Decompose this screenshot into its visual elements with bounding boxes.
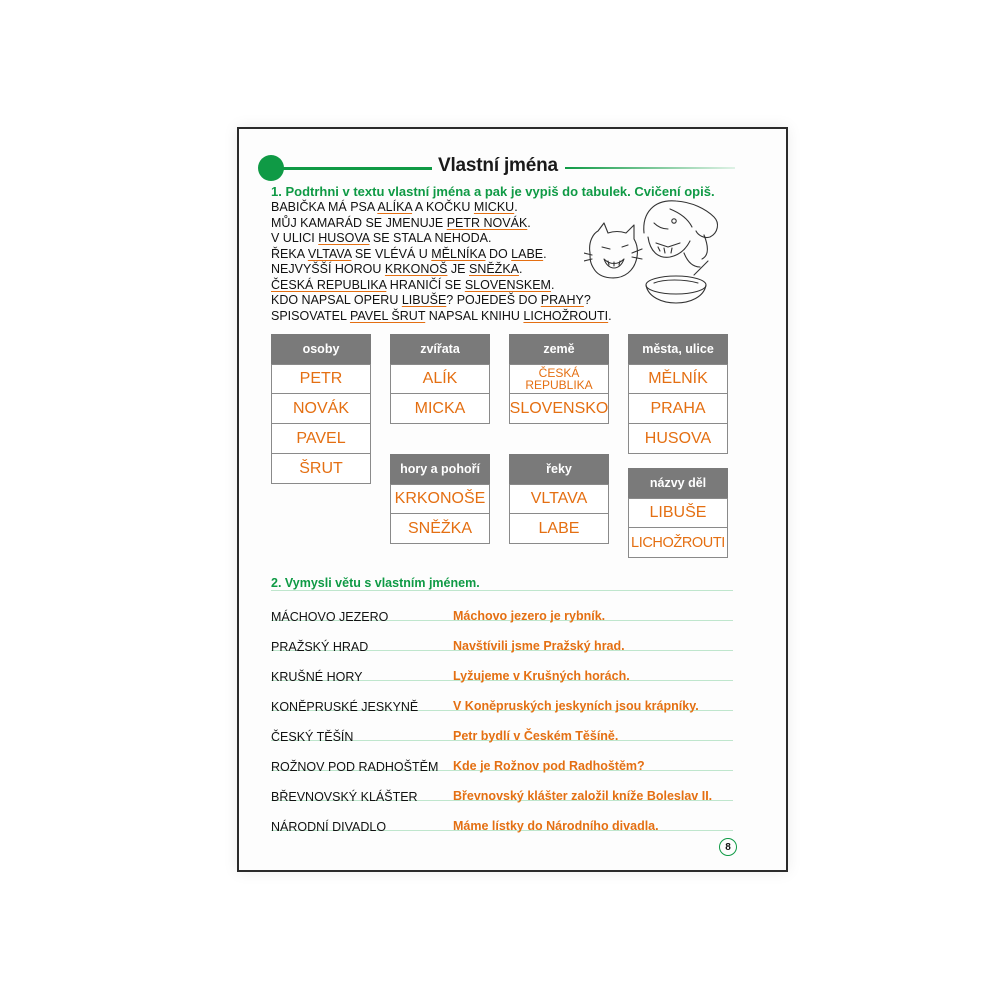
text-segment: V ULICI [271,231,319,245]
table-zeme [509,334,609,424]
proper-noun: VLTAVA [307,246,352,261]
proper-noun: KRKONOŠ [384,262,448,276]
sentence-label: BŘEVNOVSKÝ KLÁŠTER [271,790,418,804]
table-cell: ČESKÁ REPUBLIKA [509,364,609,394]
title-rule-left [282,167,432,170]
exercise-text [271,200,612,324]
text-segment: . [514,200,518,214]
proper-noun: LICHOŽROUTI [523,308,609,323]
table-cell: LIBUŠE [628,498,728,528]
sentence-label: ROŽNOV POD RADHOŠTĚM [271,760,439,774]
text-segment: . [543,246,547,261]
sentence-row [271,598,733,624]
table-hory-a-pohori [390,454,490,544]
table-header: osoby [271,334,371,364]
sentence-row [271,778,733,804]
table-cell: HUSOVA [628,424,728,454]
sentence-answer: Lyžujeme v Krušných horách. [453,669,630,683]
text-segment: NEJVYŠŠÍ HOROU [271,262,385,276]
text-segment: . [519,262,523,276]
proper-noun: ČESKÁ REPUBLIKA [271,277,387,292]
sentence-answer: Máchovo jezero je rybník. [453,609,606,623]
text-segment: ? [583,293,591,307]
proper-noun: SLOVENSKEM [464,277,551,292]
sentence-row [271,688,733,714]
table-cell: LICHOŽROUTI [628,528,728,558]
divider [271,590,733,591]
text-line [271,247,612,263]
sentence-row [271,808,733,834]
text-line [271,293,612,309]
page-title: Vlastní jména [438,155,558,176]
text-segment: . [527,215,531,230]
table-cell: KRKONOŠE [390,484,490,514]
table-cell: SLOVENSKO [509,394,609,424]
task-1-instruction: 1. Podtrhni v textu vlastní jména a pak je vypiš do tabulek. Cvičení opiš. [271,184,715,199]
proper-noun: PETR NOVÁK [446,215,528,230]
table-cell: MICKA [390,394,490,424]
text-line [271,278,612,294]
sentence-label: NÁRODNÍ DIVADLO [271,820,387,834]
text-line [271,216,612,232]
sentence-label: PRAŽSKÝ HRAD [271,640,369,654]
proper-noun: SNĚŽKA [468,262,519,276]
sentence-answer: Petr bydlí v Českém Těšíně. [453,729,619,743]
table-header: hory a pohoří [390,454,490,484]
proper-noun: PAVEL ŠRUT [349,308,426,323]
text-segment: SPISOVATEL [271,308,350,323]
text-line [271,262,612,278]
text-segment: NAPSAL KNIHU [425,308,524,323]
sentence-answer: Kde je Rožnov pod Radhoštěm? [453,759,645,773]
table-header: země [509,334,609,364]
text-segment: ? POJEDEŠ DO [446,293,541,307]
proper-noun: MĚLNÍKA [431,246,486,261]
sentence-label: MÁCHOVO JEZERO [271,610,389,624]
table-osoby [271,334,371,484]
table-cell: NOVÁK [271,394,371,424]
text-segment: ŘEKA [271,246,308,261]
text-segment: DO [485,246,512,261]
text-segment: SE VLÉVÁ U [351,246,432,261]
sentence-answer: Břevnovský klášter založil kníže Boleslav II. [453,789,713,803]
table-cell: ALÍK [390,364,490,394]
sentence-label: KONĚPRUSKÉ JESKYNĚ [271,700,419,714]
proper-noun: PRAHY [540,293,584,307]
table-cell: PRAHA [628,394,728,424]
table-cell: PAVEL [271,424,371,454]
text-line [271,309,612,325]
proper-noun: LIBUŠE [401,293,447,307]
text-segment: . [550,277,555,292]
text-segment: BABIČKA MÁ PSA [271,200,378,214]
table-cell: PETR [271,364,371,394]
table-mesta-ulice [628,334,728,454]
sentence-row [271,628,733,654]
table-cell: VLTAVA [509,484,609,514]
sentence-answer: Máme lístky do Národního divadla. [453,819,659,833]
text-segment: KDO NAPSAL OPERU [271,293,402,307]
table-header: města, ulice [628,334,728,364]
proper-noun: HUSOVA [318,231,370,245]
task-2-instruction: 2. Vymysli větu s vlastním jménem. [271,576,480,590]
table-nazvy-del [628,468,728,558]
title-rule-right [565,167,735,169]
table-zvirata [390,334,490,424]
text-segment: JE [447,262,469,276]
sentence-label: ČESKÝ TĚŠÍN [271,730,354,744]
table-cell: SNĚŽKA [390,514,490,544]
text-segment: MŮJ KAMARÁD SE JMENUJE [271,215,447,230]
text-segment: . [608,308,612,323]
sentence-row [271,718,733,744]
cat-and-dog-illustration-icon [584,193,724,308]
sentence-row [271,748,733,774]
table-cell: ŠRUT [271,454,371,484]
table-header: názvy děl [628,468,728,498]
proper-noun: MICKU [473,200,515,214]
title-bullet-icon [258,155,284,181]
text-line [271,200,612,216]
table-cell: MĚLNÍK [628,364,728,394]
sentence-answer: V Koněpruských jeskyních jsou krápníky. [453,699,699,713]
table-reky [509,454,609,544]
text-segment: SE STALA NEHODA. [369,231,492,245]
proper-noun: ALÍKA [377,200,413,214]
sentence-row [271,658,733,684]
table-header: řeky [509,454,609,484]
sentence-answer: Navštívili jsme Pražský hrad. [453,639,625,653]
proper-noun: LABE [511,246,544,261]
sentence-label: KRUŠNÉ HORY [271,670,363,684]
text-segment: A KOČKU [412,200,474,214]
text-line [271,231,612,247]
table-header: zvířata [390,334,490,364]
page-number: 8 [719,838,737,856]
table-cell: LABE [509,514,609,544]
text-segment: HRANIČÍ SE [386,277,465,292]
